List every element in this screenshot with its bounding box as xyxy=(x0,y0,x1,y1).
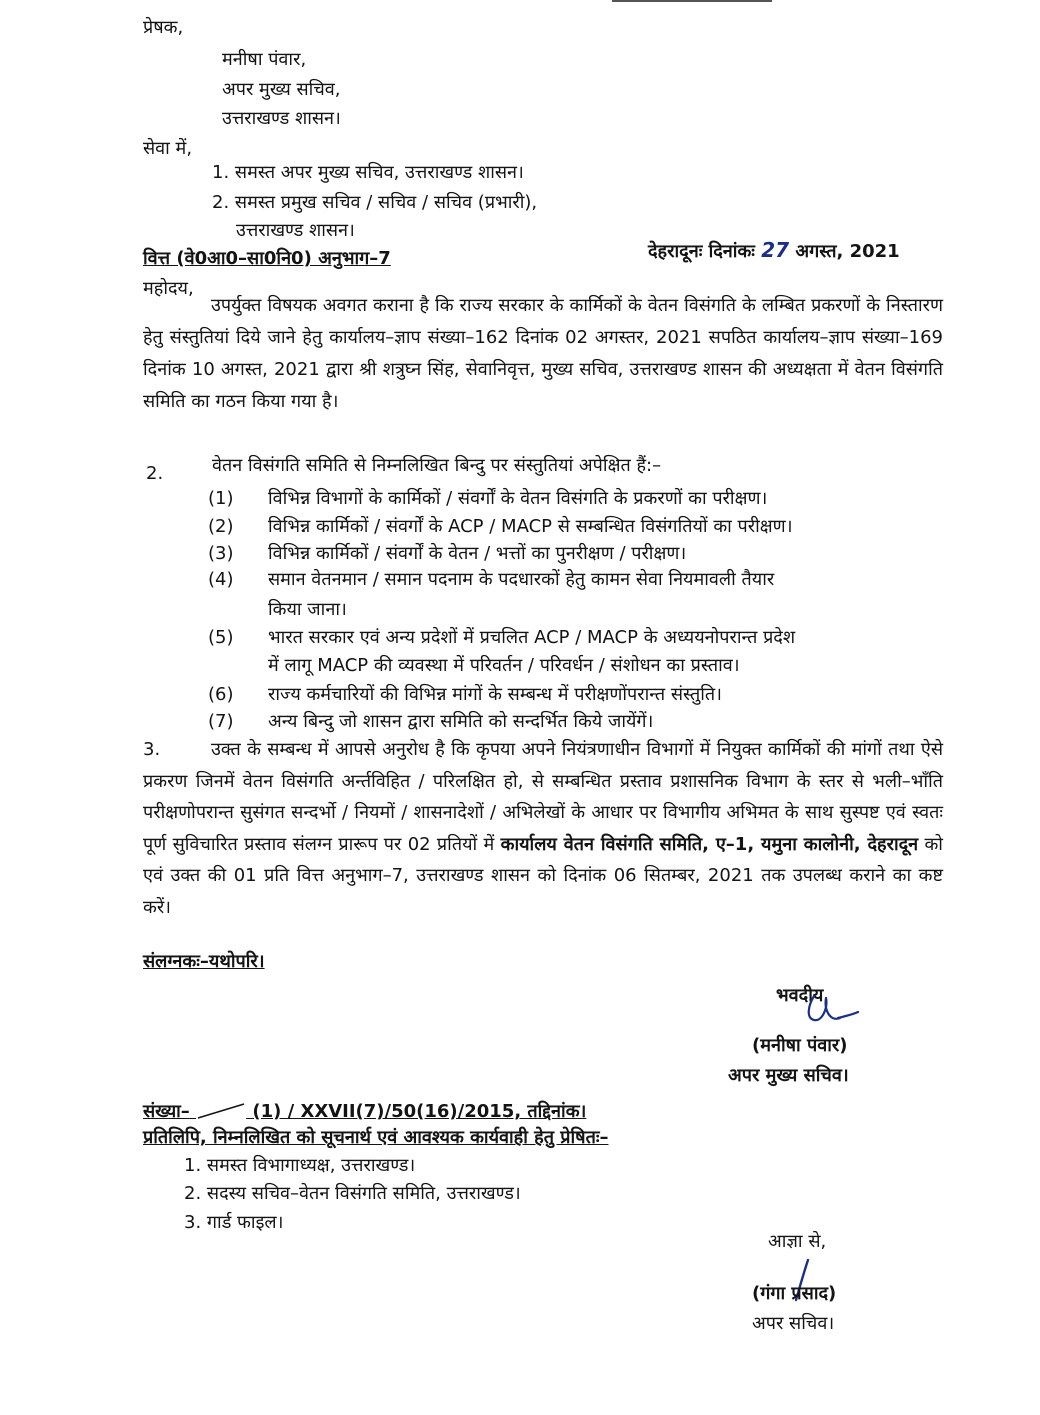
point-text: अन्य बिन्दु जो शासन द्वारा समिति को सन्दर्भित किये जायेंगें। xyxy=(268,711,654,732)
copy-item: 2. सदस्य सचिव–वेतन विसंगति समिति, उत्तराखण्ड। xyxy=(184,1183,521,1204)
point-3 xyxy=(208,540,686,567)
place-date xyxy=(648,235,900,265)
closing: भवदीय xyxy=(776,985,824,1006)
signatory-designation: अपर मुख्य सचिव। xyxy=(728,1065,849,1086)
sender-label: प्रेषक, xyxy=(143,17,184,38)
point-text: समान वेतनमान / समान पदनाम के पदधारकों हेतु कामन सेवा नियमावली तैयार xyxy=(268,569,775,590)
paragraph-3-text-b: को एवं उक्त की 01 प्रति वित्त अनुभाग–7, उत्तराखण्ड शासन को दिनांक 06 सितम्बर, 2021 तक उपलब्ध कराने का कष्ट करें। xyxy=(143,833,943,918)
point-number: (1) xyxy=(208,488,234,509)
point-5-continuation: में लागू MACP की व्यवस्था में परिवर्तन / परिवर्धन / संशोधन का प्रस्ताव। xyxy=(268,655,740,676)
salutation: महोदय, xyxy=(143,278,194,299)
paragraph-3-address: कार्यालय वेतन विसंगति समिति, ए–1, यमुना कालोनी, देहरादून xyxy=(500,833,919,855)
department-line: वित्त (वे0आ0–सा0नि0) अनुभाग–7 xyxy=(143,248,391,269)
paragraph-2-intro: वेतन विसंगति समिति से निम्नलिखित बिन्दु पर संस्तुतियां अपेक्षित हैं:– xyxy=(212,455,662,476)
point-text: विभिन्न कार्मिकों / संवर्गों के ACP / MACP से सम्बन्धित विसंगतियों का परीक्षण। xyxy=(268,516,793,537)
point-number: (3) xyxy=(208,543,234,564)
signatory-name: (मनीषा पंवार) xyxy=(752,1035,848,1056)
point-text: विभिन्न कार्मिकों / संवर्गों के वेतन / भत्तों का पुनरीक्षण / परीक्षण। xyxy=(268,543,687,564)
reference-number xyxy=(143,1098,586,1125)
top-rule xyxy=(612,0,772,2)
point-number: (6) xyxy=(208,684,234,705)
point-number: (2) xyxy=(208,516,234,537)
recipient-item: 1. समस्त अपर मुख्य सचिव, उत्तराखण्ड शासन। xyxy=(212,162,524,183)
point-4 xyxy=(208,566,774,593)
point-number: (4) xyxy=(208,569,234,590)
sender-designation: अपर मुख्य सचिव, xyxy=(222,79,341,100)
point-number: (7) xyxy=(208,711,234,732)
recipient-item: 2. समस्त प्रमुख सचिव / सचिव / सचिव (प्रभारी), xyxy=(212,192,538,213)
point-number: (5) xyxy=(208,627,234,648)
reference-prefix: संख्या– xyxy=(143,1101,190,1122)
point-text: भारत सरकार एवं अन्य प्रदेशों में प्रचलित ACP / MACP के अध्ययनोपरान्त प्रदेश xyxy=(268,627,796,648)
paragraph-3 xyxy=(143,734,943,923)
point-1 xyxy=(208,485,767,512)
reference-code: (1) / XXVII(7)/50(16)/2015, तद्दिनांक। xyxy=(252,1101,587,1122)
point-5 xyxy=(208,624,795,651)
place-date-suffix: अगस्त, 2021 xyxy=(795,241,900,262)
point-6 xyxy=(208,681,722,708)
paragraph-3-text-a: उक्त के सम्बन्ध में आपसे अनुरोध है कि कृपया अपने नियंत्रणाधीन विभागों में नियुक्त कार्मिकों की मांगों तथा ऐसे प्रकरण जिनमें वेतन विसंगति अर्न्तविहित / परिलक्षित हो, से सम्बन्धित प्रस्ताव प्रशासनिक विभाग के स्तर से भली–भाँति परीक्षणोपरान्त सुसंगत सन्दर्भो / नियमों / शासनादेशों / अभिलेखों के आधार पर विभागीय अभिमत के साथ सुस्पष्ट एवं स्वतः पूर्ण सुविचारित प्रस्ताव संलग्न प्रारूप पर 02 प्रतियों में xyxy=(143,739,943,855)
enclosure: संलग्नकः–यथोपरि। xyxy=(143,951,265,972)
recipients-label: सेवा में, xyxy=(143,138,193,159)
recipient-continuation: उत्तराखण्ड शासन। xyxy=(236,220,355,241)
point-text: विभिन्न विभागों के कार्मिकों / संवर्गों के वेतन विसंगति के प्रकरणों का परीक्षण। xyxy=(268,488,768,509)
reference-dash-mark-icon xyxy=(196,1102,246,1122)
sender-government: उत्तराखण्ड शासन। xyxy=(222,108,341,129)
paragraph-3-number: 3. xyxy=(143,739,161,760)
point-2 xyxy=(208,513,793,540)
order-signatory-designation: अपर सचिव। xyxy=(752,1313,835,1334)
paragraph-2-number: 2. xyxy=(146,463,164,484)
place-date-prefix: देहरादूनः दिनांकः xyxy=(648,241,755,262)
copy-heading: प्रतिलिपि, निम्नलिखित को सूचनार्थ एवं आवश्यक कार्यवाही हेतु प्रेषितः– xyxy=(143,1127,609,1148)
point-4-continuation: किया जाना। xyxy=(268,599,347,620)
copy-item: 3. गार्ड फाइल। xyxy=(184,1212,284,1233)
by-order: आज्ञा से, xyxy=(768,1231,827,1252)
sender-name: मनीषा पंवार, xyxy=(222,49,307,70)
point-7 xyxy=(208,708,653,735)
signature-mark-icon xyxy=(800,992,860,1032)
paragraph-1: उपर्युक्त विषयक अवगत कराना है कि राज्य सरकार के कार्मिकों के वेतन विसंगति के लम्बित प्रकरणों के निस्तारण हेतु संस्तुतियां दिये जाने हेतु कार्यालय–ज्ञाप संख्या–162 दिनांक 02 अगस्तर, 2021 सपठित कार्यालय–ज्ञाप संख्या–169 दिनांक 10 अगस्त, 2021 द्वारा श्री शत्रुघ्न सिंह, सेवानिवृत्त, मुख्य सचिव, उत्तराखण्ड शासन की अध्यक्षता में वेतन विसंगति समिति का गठन किया गया है। xyxy=(143,295,943,412)
order-signatory-name: (गंगा प्रसाद) xyxy=(752,1283,837,1304)
copy-item: 1. समस्त विभागाध्यक्ष, उत्तराखण्ड। xyxy=(184,1155,416,1176)
handwritten-day: 27 xyxy=(761,238,790,262)
point-text: राज्य कर्मचारियों की विभिन्न मांगों के सम्बन्ध में परीक्षणोंपरान्त संस्तुति। xyxy=(268,684,723,705)
